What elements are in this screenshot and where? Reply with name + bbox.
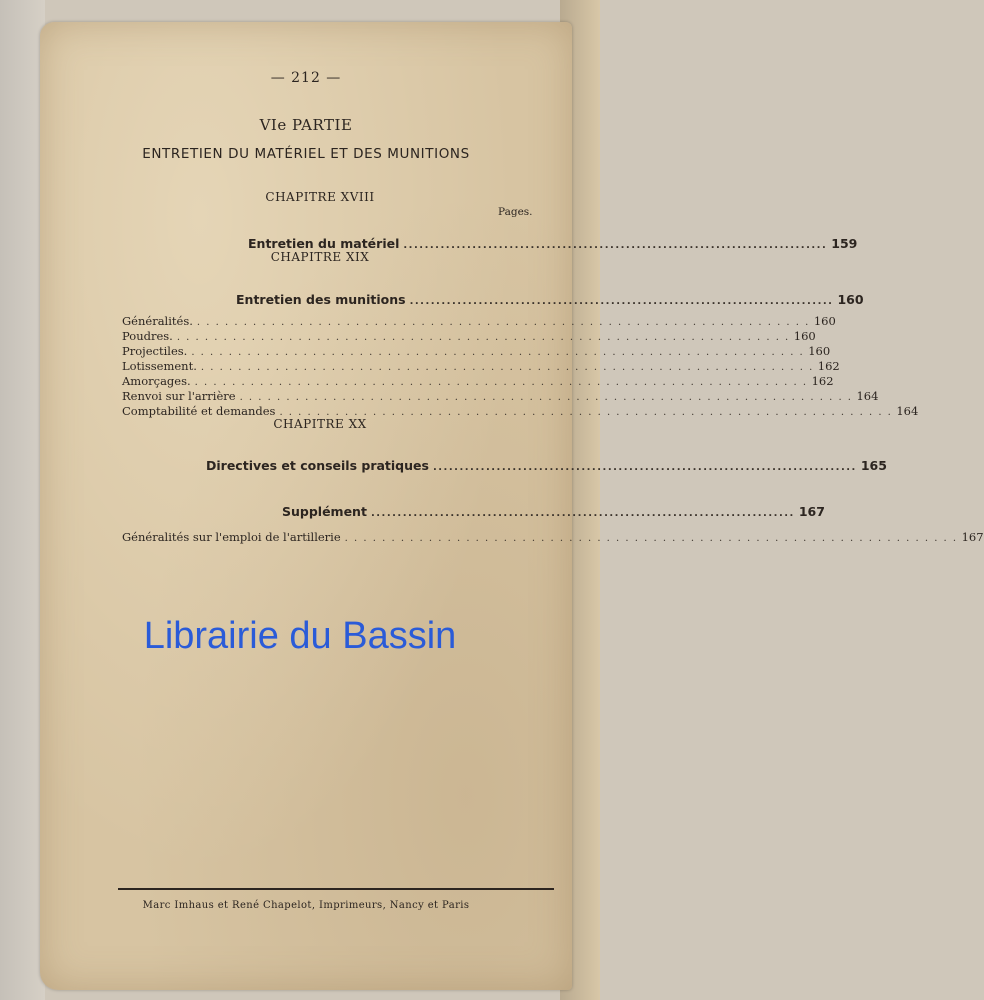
page-number: — 212 — xyxy=(270,70,342,86)
toc-label: Lotissement. xyxy=(122,359,197,373)
toc-row xyxy=(122,314,836,330)
toc-row xyxy=(122,329,816,345)
leader-dots: ................................................................................ xyxy=(370,508,795,519)
toc-row xyxy=(122,530,984,546)
toc-label: Directives et conseils pratiques xyxy=(206,458,429,473)
background-left xyxy=(0,0,45,1000)
toc-page: 160 xyxy=(837,292,864,307)
toc-label: Poudres. xyxy=(122,329,173,343)
part-subtitle: ENTRETIEN DU MATÉRIEL ET DES MUNITIONS xyxy=(142,146,470,162)
toc-row xyxy=(122,389,879,405)
toc-page: 159 xyxy=(831,236,858,251)
leader-dots: ................................................................................ xyxy=(403,240,828,251)
book-page xyxy=(40,22,984,990)
toc-page: 164 xyxy=(896,404,919,418)
leader-dots: . . . . . . . . . . . . . . . . . . . . . . . . . . . . . . . . . . . . . . . . . . . . . . . . . . . . . . . . . . . . . . . . . . xyxy=(279,407,893,418)
toc-label: Comptabilité et demandes xyxy=(122,404,276,418)
toc-row xyxy=(236,292,864,307)
leader-dots: ................................................................................ xyxy=(432,462,857,473)
toc-row xyxy=(122,374,834,390)
leader-dots: . . . . . . . . . . . . . . . . . . . . . . . . . . . . . . . . . . . . . . . . . . . . . . . . . . . . . . . . . . . . . . . . . . xyxy=(344,533,958,544)
toc-page: 162 xyxy=(811,374,834,388)
leader-dots: . . . . . . . . . . . . . . . . . . . . . . . . . . . . . . . . . . . . . . . . . . . . . . . . . . . . . . . . . . . . . . . . . . xyxy=(239,392,853,403)
footer-rule xyxy=(118,888,554,890)
pages-column-label: Pages. xyxy=(498,206,533,218)
leader-dots: . . . . . . . . . . . . . . . . . . . . . . . . . . . . . . . . . . . . . . . . . . . . . . . . . . . . . . . . . . . . . . . . . . xyxy=(191,347,805,358)
toc-label: Entretien des munitions xyxy=(236,292,406,307)
toc-row xyxy=(248,236,858,251)
toc-page: 164 xyxy=(856,389,879,403)
toc-label: Généralités sur l'emploi de l'artillerie xyxy=(122,530,341,544)
toc-page: 167 xyxy=(961,530,984,544)
toc-label: Entretien du matériel xyxy=(248,236,400,251)
watermark: Librairie du Bassin xyxy=(143,615,457,657)
leader-dots: . . . . . . . . . . . . . . . . . . . . . . . . . . . . . . . . . . . . . . . . . . . . . . . . . . . . . . . . . . . . . . . . . . xyxy=(196,317,810,328)
toc-row xyxy=(282,504,825,519)
toc-label: Supplément xyxy=(282,504,367,519)
toc-label: Projectiles. xyxy=(122,344,188,358)
chapter-heading: CHAPITRE XIX xyxy=(270,250,370,264)
leader-dots: ................................................................................ xyxy=(409,296,834,307)
toc-page: 160 xyxy=(808,344,831,358)
toc-row xyxy=(206,458,887,473)
printer-imprint: Marc Imhaus et René Chapelot, Imprimeurs, Nancy et Paris xyxy=(142,900,470,911)
toc-row xyxy=(122,344,831,360)
chapter-heading: CHAPITRE XX xyxy=(273,417,367,431)
toc-label: Renvoi sur l'arrière xyxy=(122,389,236,403)
leader-dots: . . . . . . . . . . . . . . . . . . . . . . . . . . . . . . . . . . . . . . . . . . . . . . . . . . . . . . . . . . . . . . . . . . xyxy=(194,377,808,388)
part-title: VIe PARTIE xyxy=(259,116,353,134)
toc-page: 160 xyxy=(813,314,836,328)
toc-page: 162 xyxy=(817,359,840,373)
chapter-heading: CHAPITRE XVIII xyxy=(265,190,375,204)
toc-label: Généralités. xyxy=(122,314,193,328)
leader-dots: . . . . . . . . . . . . . . . . . . . . . . . . . . . . . . . . . . . . . . . . . . . . . . . . . . . . . . . . . . . . . . . . . . xyxy=(176,332,790,343)
toc-row xyxy=(122,359,840,375)
leader-dots: . . . . . . . . . . . . . . . . . . . . . . . . . . . . . . . . . . . . . . . . . . . . . . . . . . . . . . . . . . . . . . . . . . xyxy=(200,362,814,373)
toc-page: 165 xyxy=(860,458,887,473)
toc-page: 160 xyxy=(793,329,816,343)
toc-label: Amorçages. xyxy=(122,374,191,388)
toc-page: 167 xyxy=(798,504,825,519)
